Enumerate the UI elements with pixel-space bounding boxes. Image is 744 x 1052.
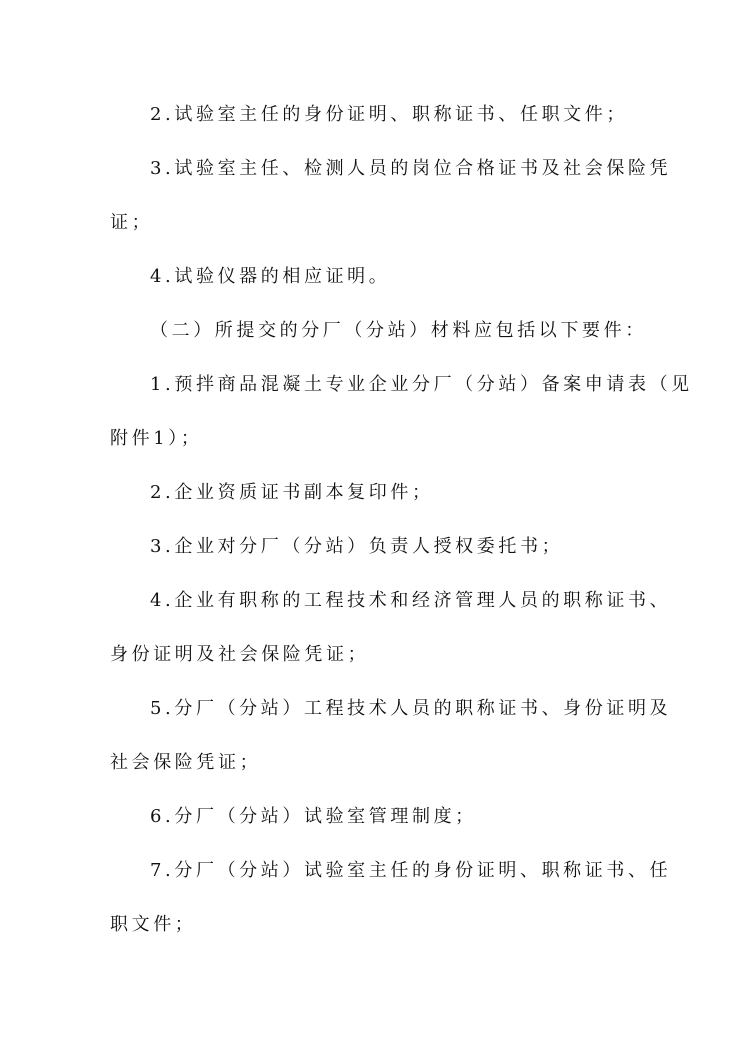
- list-item-lab-management: 6.分厂（分站）试验室管理制度；: [150, 806, 477, 827]
- list-item-application-form-continued: 附件1）；: [110, 428, 203, 449]
- list-item-branch-lab-director: 7.分厂（分站）试验室主任的身份证明、职称证书、任: [150, 860, 672, 881]
- list-item-staff-certificates-continued: 身份证明及社会保险凭证；: [110, 644, 370, 665]
- list-item-lab-director-docs: 2.试验室主任的身份证明、职称证书、任职文件；: [150, 104, 628, 125]
- list-item-staff-certificates: 4.企业有职称的工程技术和经济管理人员的职称证书、: [150, 590, 672, 611]
- list-item-authorization: 3.企业对分厂（分站）负责人授权委托书；: [150, 536, 564, 557]
- list-item-certificates-continued: 证；: [110, 212, 154, 233]
- list-item-certificates: 3.试验室主任、检测人员的岗位合格证书及社会保险凭: [150, 158, 672, 179]
- section-heading: （二）所提交的分厂（分站）材料应包括以下要件：: [150, 320, 647, 341]
- list-item-qualification-copy: 2.企业资质证书副本复印件；: [150, 482, 434, 503]
- list-item-branch-staff-continued: 社会保险凭证；: [110, 752, 262, 773]
- list-item-branch-lab-director-continued: 职文件；: [110, 914, 197, 935]
- list-item-application-form: 1.预拌商品混凝土专业企业分厂（分站）备案申请表（见: [150, 374, 693, 395]
- list-item-branch-staff: 5.分厂（分站）工程技术人员的职称证书、身份证明及: [150, 698, 672, 719]
- list-item-instruments: 4.试验仪器的相应证明。: [150, 266, 391, 287]
